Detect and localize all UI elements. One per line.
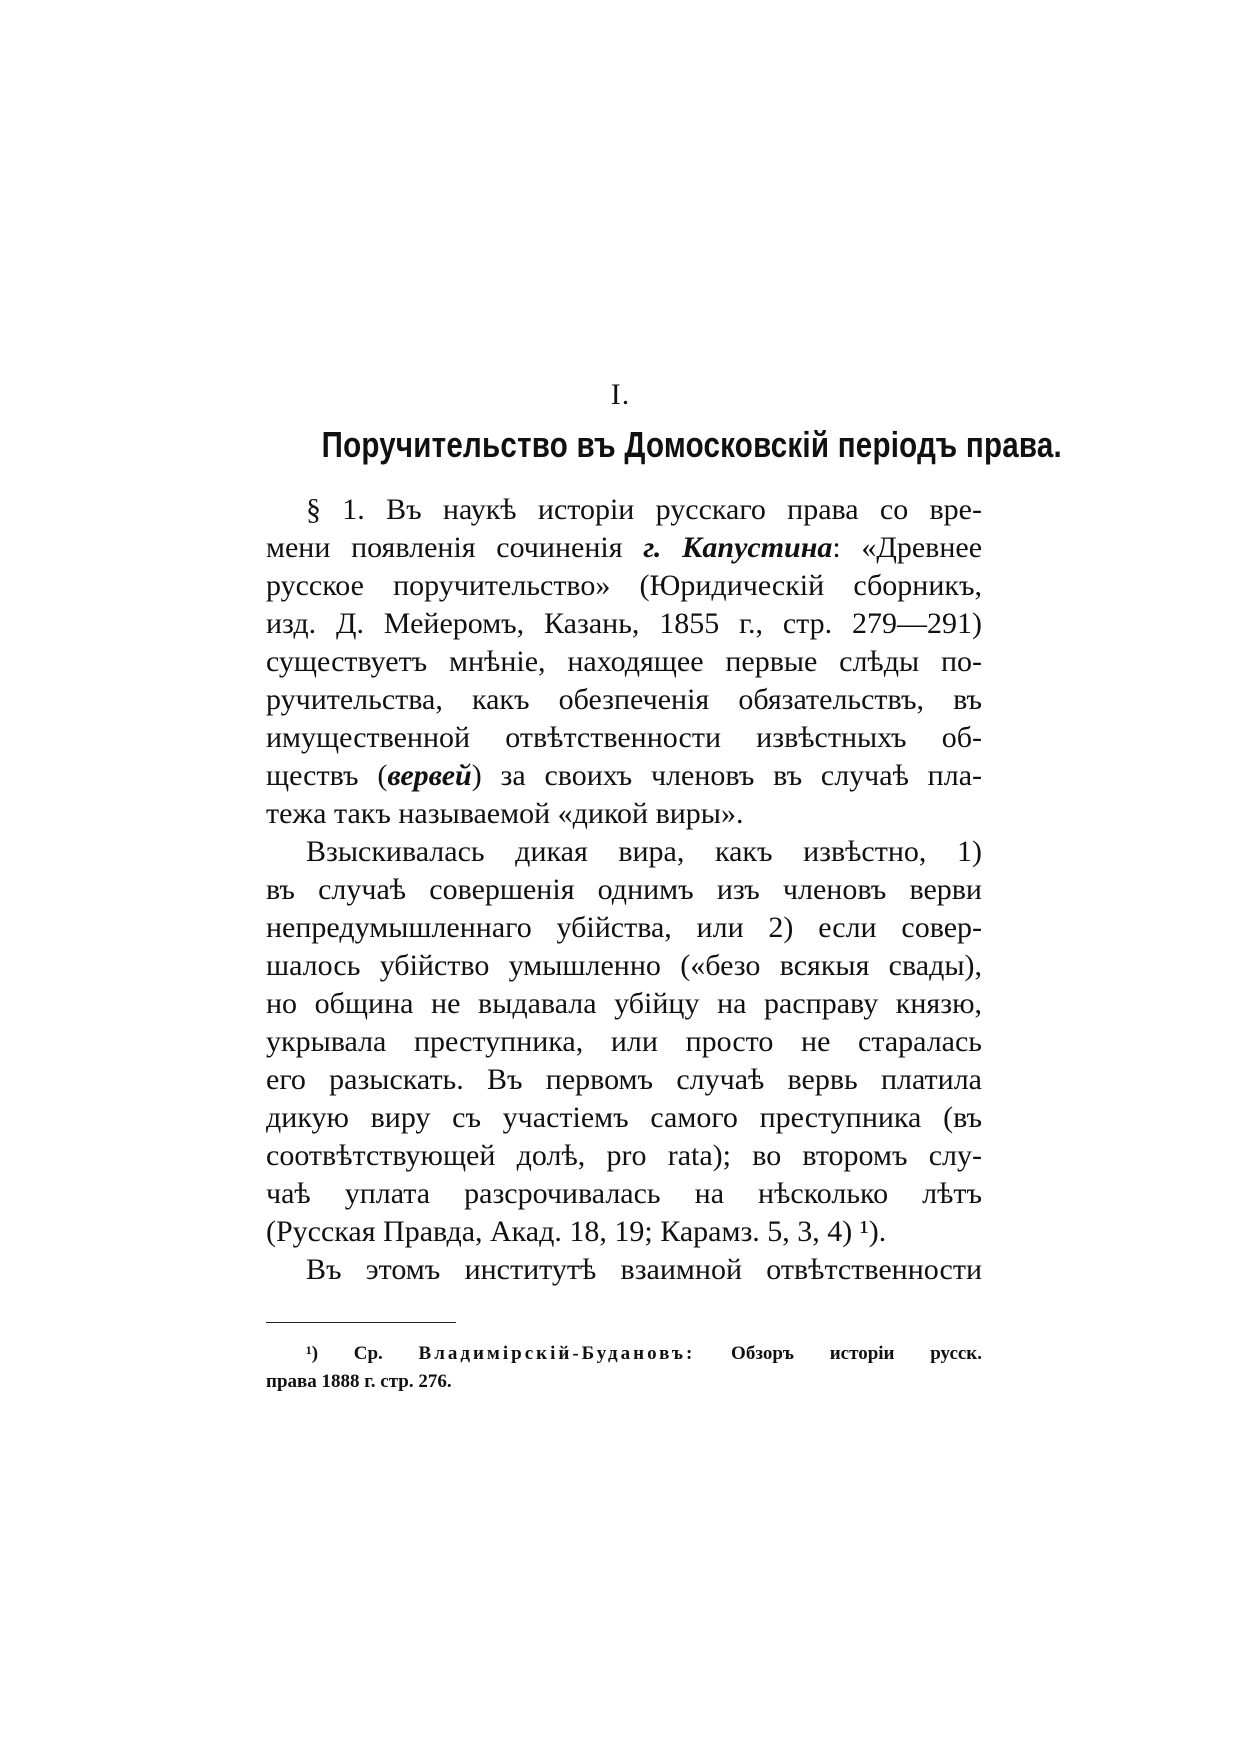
footnote-line: ¹) Ср. Владимірскій-Будановъ: Обзоръ исторіи русск.	[306, 1343, 983, 1364]
text-line: въ случаѣ совершенія однимъ изъ членовъ верви	[266, 873, 982, 906]
text-line: изд. Д. Мейеромъ, Казань, 1855 г., стр. 279—291)	[266, 607, 982, 640]
text-line: соотвѣтствующей долѣ, pro rata); во второмъ слу-	[266, 1139, 982, 1172]
text-line: укрывала преступника, или просто не старалась	[266, 1025, 982, 1058]
author-name: г. Капустина	[643, 531, 833, 564]
text-line: непредумышленнаго убійства, или 2) если совер-	[266, 911, 982, 944]
text-line: ществъ (вервей) за своихъ членовъ въ случаѣ пла-	[266, 759, 982, 792]
chapter-number: I.	[610, 378, 631, 411]
text-line: тежа такъ называемой «дикой виры».	[266, 797, 744, 830]
text-line: чаѣ уплата разсрочивалась на нѣсколько лѣтъ	[266, 1177, 982, 1210]
footnote-line: права 1888 г. стр. 276.	[266, 1371, 452, 1392]
footnote-divider	[266, 1322, 456, 1323]
text-line: дикую виру съ участіемъ самого преступника (въ	[266, 1101, 982, 1134]
text-line: § 1. Въ наукѣ исторіи русскаго права со вре-	[306, 493, 982, 526]
text-line: русское поручительство» (Юридическій сборникъ,	[266, 569, 982, 602]
term-verv: вервей	[387, 759, 472, 792]
text-line: его разыскать. Въ первомъ случаѣ вервь платила	[266, 1063, 982, 1096]
text-line: но община не выдавала убійцу на расправу князю,	[266, 987, 982, 1020]
text-line: ручительства, какъ обезпеченія обязательствъ, въ	[266, 683, 982, 716]
footnote-author: Владимірскій-Будановъ:	[418, 1343, 696, 1364]
text-line: Взыскивалась дикая вира, какъ извѣстно, 1)	[306, 835, 982, 868]
chapter-title: Поручительство въ Домосковскій періодъ права.	[321, 424, 1063, 465]
text-line: (Русская Правда, Акад. 18, 19; Карамз. 5, 3, 4) ¹).	[266, 1215, 887, 1248]
text-line: мени появленія сочиненія г. Капустина: «Древнее	[266, 531, 983, 564]
text-line: Въ этомъ институтѣ взаимной отвѣтственности	[306, 1253, 982, 1286]
text-line: имущественной отвѣтственности извѣстныхъ об-	[266, 721, 982, 754]
text-line: шалось убійство умышленно («безо всякыя свады),	[266, 949, 982, 982]
text-line: существуетъ мнѣніе, находящее первые слѣды по-	[266, 645, 982, 678]
